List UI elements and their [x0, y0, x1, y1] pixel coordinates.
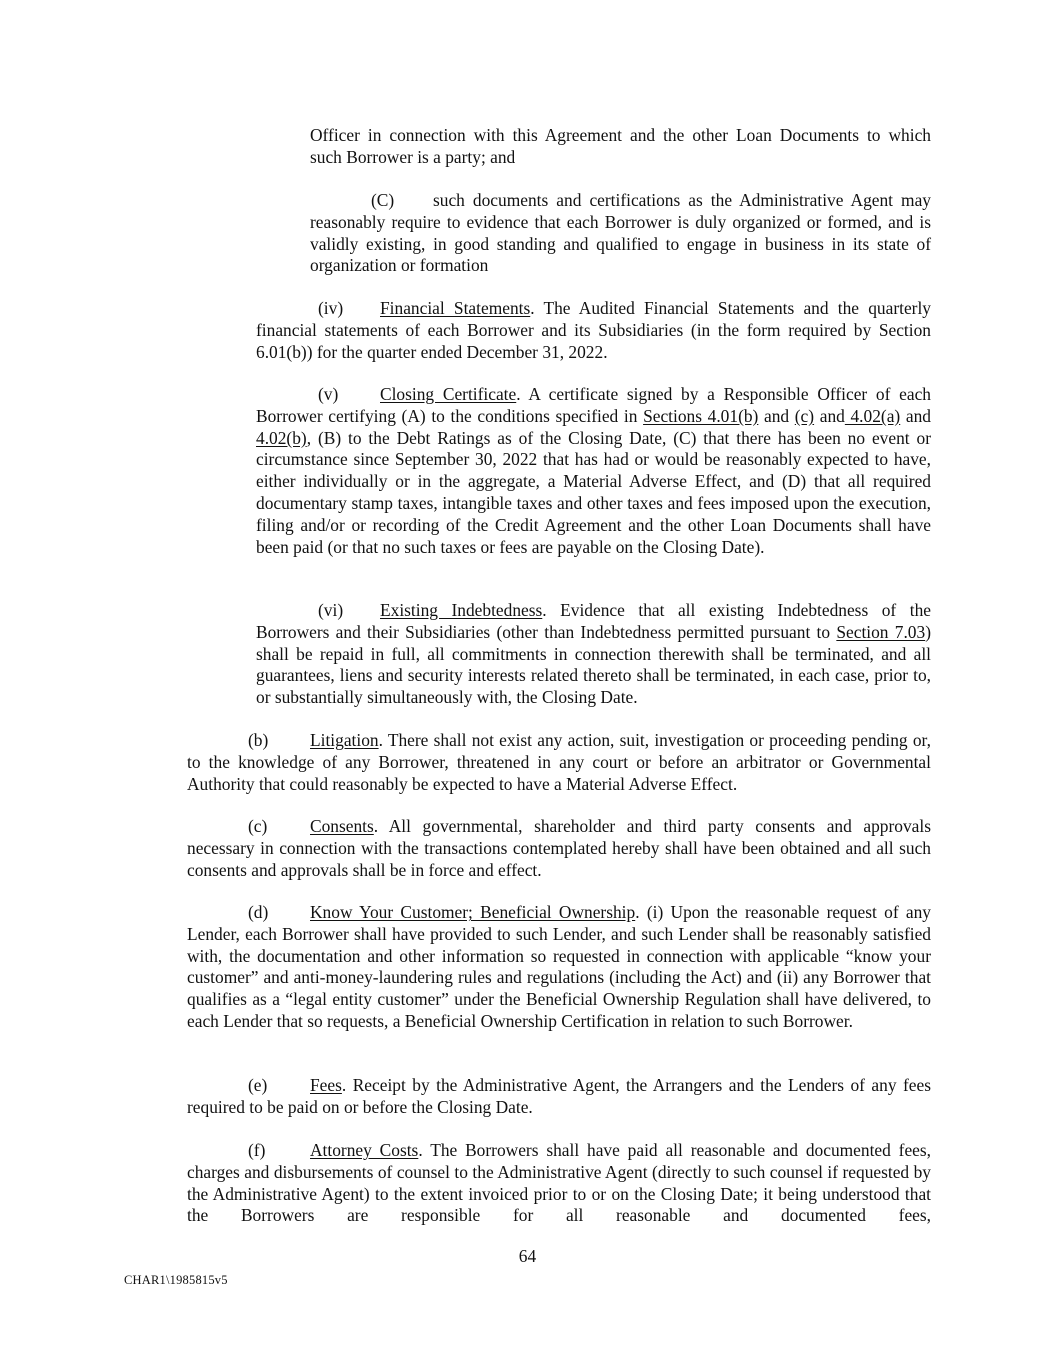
- paragraph-number: (b): [248, 730, 269, 750]
- officer-line-2: such Borrower is a party; and: [310, 146, 516, 167]
- paragraph-f: [187, 1140, 931, 1227]
- paragraph-text: . Evidence that all existing Indebtedness of the Borrowers and their Subsidiaries (other than Indebtedness permitted pursuant to: [256, 600, 931, 642]
- paragraph-text: . The Audited Financial Statements and the quarterly financial statements of each Borrower and its Subsidiaries (in the form required by Section 6.01(b)) for the quarter ended December 31, 2022.: [256, 298, 932, 362]
- section-reference: Section 7.03: [836, 621, 926, 642]
- paragraph-number: (d): [248, 902, 269, 922]
- paragraph-number: (f): [248, 1140, 266, 1160]
- officer-continuation: [310, 125, 931, 169]
- paragraph-text: . Receipt by the Administrative Agent, the Arrangers and the Lenders of any fees required to be paid on or before the Closing Date.: [187, 1075, 931, 1117]
- paragraph-text: and: [900, 405, 931, 426]
- paragraph-number: (iv): [318, 298, 344, 318]
- section-reference: 4.02(a): [844, 405, 901, 426]
- paragraph-heading: Financial Statements: [380, 298, 531, 318]
- paragraph-b: [187, 730, 931, 795]
- paragraph-number: (e): [248, 1075, 268, 1095]
- paragraph-text: such documents and certifications as the Administrative Agent may reasonably require to evidence that each Borrower is duly organized or formed, and is validly existing, in good standing and qualified to engage in business in its state of organization or formation: [310, 190, 931, 276]
- paragraph-d: [187, 902, 931, 1033]
- paragraph-number: (C): [371, 190, 395, 210]
- paragraph-text: , (B) to the Debt Ratings as of the Closing Date, (C) that there has been no event or circumstance since September 30, 2022 that has had or would be reasonably expected to have, either individually or in the aggregate, a Material Adverse Effect, and (D) that all required documentary stamp taxes, intangible taxes and other taxes and fees imposed upon the execution, filing and/or or recording of the Credit Agreement and the other Loan Documents shall have been paid (or that no such taxes or fees are payable on the Closing Date).: [256, 427, 931, 557]
- paragraph-heading: Litigation: [310, 730, 379, 750]
- paragraph-text: . All governmental, shareholder and third party consents and approvals necessary in connection with the transactions contemplated hereby shall have been obtained and all such consents and approvals shall be in force and effect.: [187, 816, 931, 880]
- document-id: CHAR1\1985815v5: [124, 1273, 228, 1287]
- paragraph-number: (vi): [318, 600, 344, 620]
- section-reference: (c): [794, 405, 815, 426]
- paragraph-text: . There shall not exist any action, suit, investigation or proceeding pending or, to the knowledge of any Borrower, threatened in any court or before an arbitrator or Governmental Authority that could reasonably be expected to have a Material Adverse Effect.: [187, 730, 931, 794]
- paragraph-text: . A certificate signed by a Responsible Officer of each Borrower certifying (A) to the conditions specified in: [256, 384, 931, 426]
- paragraph-heading: Existing Indebtedness: [380, 600, 543, 620]
- paragraph-text: . The Borrowers shall have paid all reasonable and documented fees, charges and disbursements of counsel to the Administrative Agent (directly to such counsel if requested by the Administrative Agent) to the extent invoiced prior to or on the Closing Date; it being understood that the Borrowers are responsible for all reasonable and documented fees,: [187, 1140, 932, 1226]
- paragraph-v: [256, 384, 931, 558]
- paragraph-heading: Fees: [310, 1075, 342, 1095]
- paragraph-C: [310, 190, 931, 277]
- paragraph-text: and: [758, 405, 795, 426]
- paragraph-iv: [256, 298, 931, 363]
- paragraph-heading: Attorney Costs: [310, 1140, 419, 1160]
- paragraph-heading: Closing Certificate: [380, 384, 517, 404]
- section-reference: Sections 4.01(b): [643, 405, 759, 426]
- page-number: 64: [518, 1246, 537, 1266]
- paragraph-number: (c): [248, 816, 268, 836]
- paragraph-text: . (i) Upon the reasonable request of any Lender, each Borrower shall have provided to such Lender, and such Lender shall be reasonably satisfied with, the documentation and other information so requested in connection with applicable “know your customer” and anti-money-laundering rules and regulations (including the Act) and (ii) any Borrower that qualifies as a “legal entity customer” under the Beneficial Ownership Regulation shall have delivered, to each Lender that so requests, a Beneficial Ownership Certification in relation to such Borrower.: [187, 902, 931, 1031]
- officer-line-1: Officer in connection with this Agreement and the other Loan Documents to which: [310, 125, 931, 145]
- paragraph-vi: [256, 600, 931, 709]
- paragraph-number: (v): [318, 384, 339, 404]
- paragraph-c: [187, 816, 931, 881]
- section-reference: 4.02(b): [256, 427, 307, 448]
- paragraph-text: and: [814, 405, 845, 426]
- paragraph-heading: Know Your Customer; Beneficial Ownership: [310, 902, 636, 922]
- paragraph-heading: Consents: [310, 816, 374, 836]
- paragraph-text: ) shall be repaid in full, all commitments in connection therewith shall be terminated, and all guarantees, liens and security interests related thereto shall be terminated, in each case, prior to, or substantially simultaneously with, the Closing Date.: [256, 621, 931, 708]
- paragraph-e: [187, 1075, 931, 1119]
